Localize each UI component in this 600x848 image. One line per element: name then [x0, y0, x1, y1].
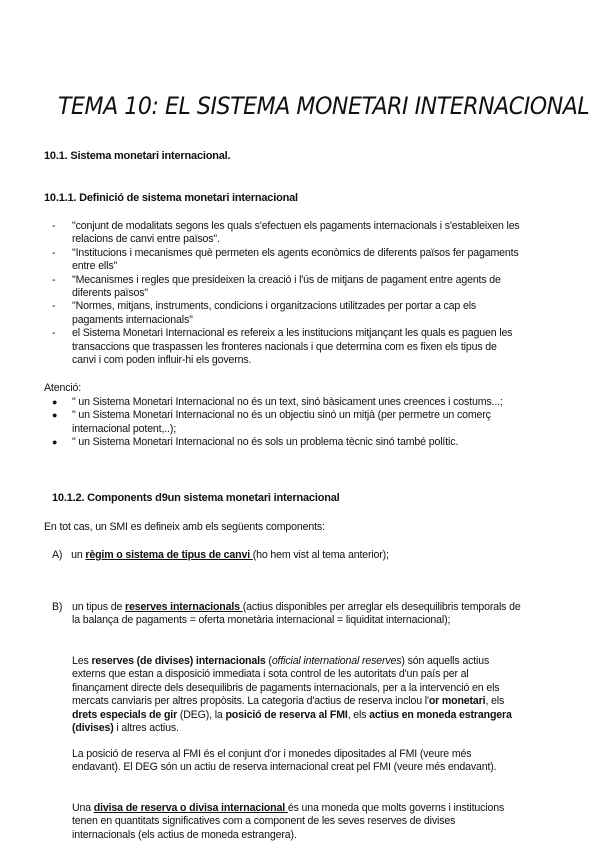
section-heading-10-1: 10.1. Sistema monetari internacional.: [44, 150, 231, 162]
item-marker: A): [52, 549, 63, 561]
bullet-icon: ●: [52, 397, 58, 407]
definition-item: - "Mecanismes i regles que presideixen la creació i l'ús de mitjans de pagament entre agents de diferents països": [52, 274, 522, 301]
definition-item: - "conjunt de modalitats segons les quals s'efectuen els pagaments internacionals i s'estableixen les relacions de canvi entre països".: [52, 220, 522, 247]
page-title: TEMA 10: EL SISTEMA MONETARI INTERNACIONAL: [58, 92, 590, 120]
item-marker: B): [52, 601, 63, 613]
atencio-item: ● " un Sistema Monetari Internacional no és sols un problema tècnic sinó també polític.: [52, 436, 459, 449]
bullet-icon: ●: [52, 410, 58, 421]
definition-item: - "Institucions i mecanismes què permeten els agents econòmics de diferents països fer pagaments entre ells": [52, 247, 522, 274]
component-b: B) un tipus de reserves internacionals (actius disponibles per arreglar els desequilibris temporals de la balança de pagaments = oferta monetària internacional = liquiditat internacional);: [52, 601, 521, 627]
definition-item: - "Normes, mitjans, instruments, condicions i organitzacions utilitzades per portar a cap els pagaments internacionals": [52, 300, 522, 327]
bullet-icon: ●: [52, 437, 58, 448]
section-heading-10-1-1: 10.1.1. Definició de sistema monetari internacional: [44, 192, 298, 204]
term-regim-canvi: règim o sistema de tipus de canvi: [85, 549, 253, 561]
atencio-item: ● " un Sistema Monetari Internacional no és un objectiu sinó un mitjà (per permetre un comerç internacional potent,..);: [52, 409, 491, 435]
definitions-list: [52, 220, 522, 367]
paragraph-reserves: Les reserves (de divises) internacionals (official international reserves) són aquells actius externs que estan a disposició immediata i sota control de les autoritats d'un país per al finançament directe dels desequilibris de pagaments internacionals, per a la intervenció en els mercats canviaris per altres propòsits. La categoria d'actius de reserva inclou l'or monetari, els drets especials de gir (DEG), la posició de reserva al FMI, els actius en moneda estrangera (divises) i altres actius.: [72, 655, 512, 735]
term-divisa-reserva: divisa de reserva o divisa internacional: [93, 802, 288, 814]
section-heading-10-1-2: 10.1.2. Components d9un sistema monetari internacional: [52, 492, 340, 504]
intro-text: En tot cas, un SMI es defineix amb els següents components:: [44, 521, 325, 533]
term-reserves-internacionals: reserves internacionals: [124, 601, 243, 613]
definition-item: - el Sistema Monetari Internacional es refereix a les institucions mitjançant les quals es paguen les transaccions que traspassen les fronteres nacionals i que determina com es fixen els tipus de canvi i com poden influir-hi els governs.: [52, 327, 522, 367]
atencio-list: [52, 396, 522, 450]
paragraph-fmi: La posició de reserva al FMI és el conjunt d'or i monedes dipositades al FMI (veure més endavant). El DEG són un actiu de reserva internacional creat pel FMI (veure més endavant).: [72, 748, 497, 774]
atencio-item: ● " un Sistema Monetari Internacional no és un text, sinó bàsicament unes creences i costums...;: [52, 396, 503, 408]
component-a: A) un règim o sistema de tipus de canvi (ho hem vist al tema anterior);: [52, 549, 389, 561]
atencio-label: Atenció:: [44, 382, 82, 394]
paragraph-divisa: Una divisa de reserva o divisa internacional és una moneda que molts governs i institucions tenen en quantitats significatives com a component de les seves reserves de divises internacionals (els actius de moneda estrangera).: [72, 802, 505, 841]
